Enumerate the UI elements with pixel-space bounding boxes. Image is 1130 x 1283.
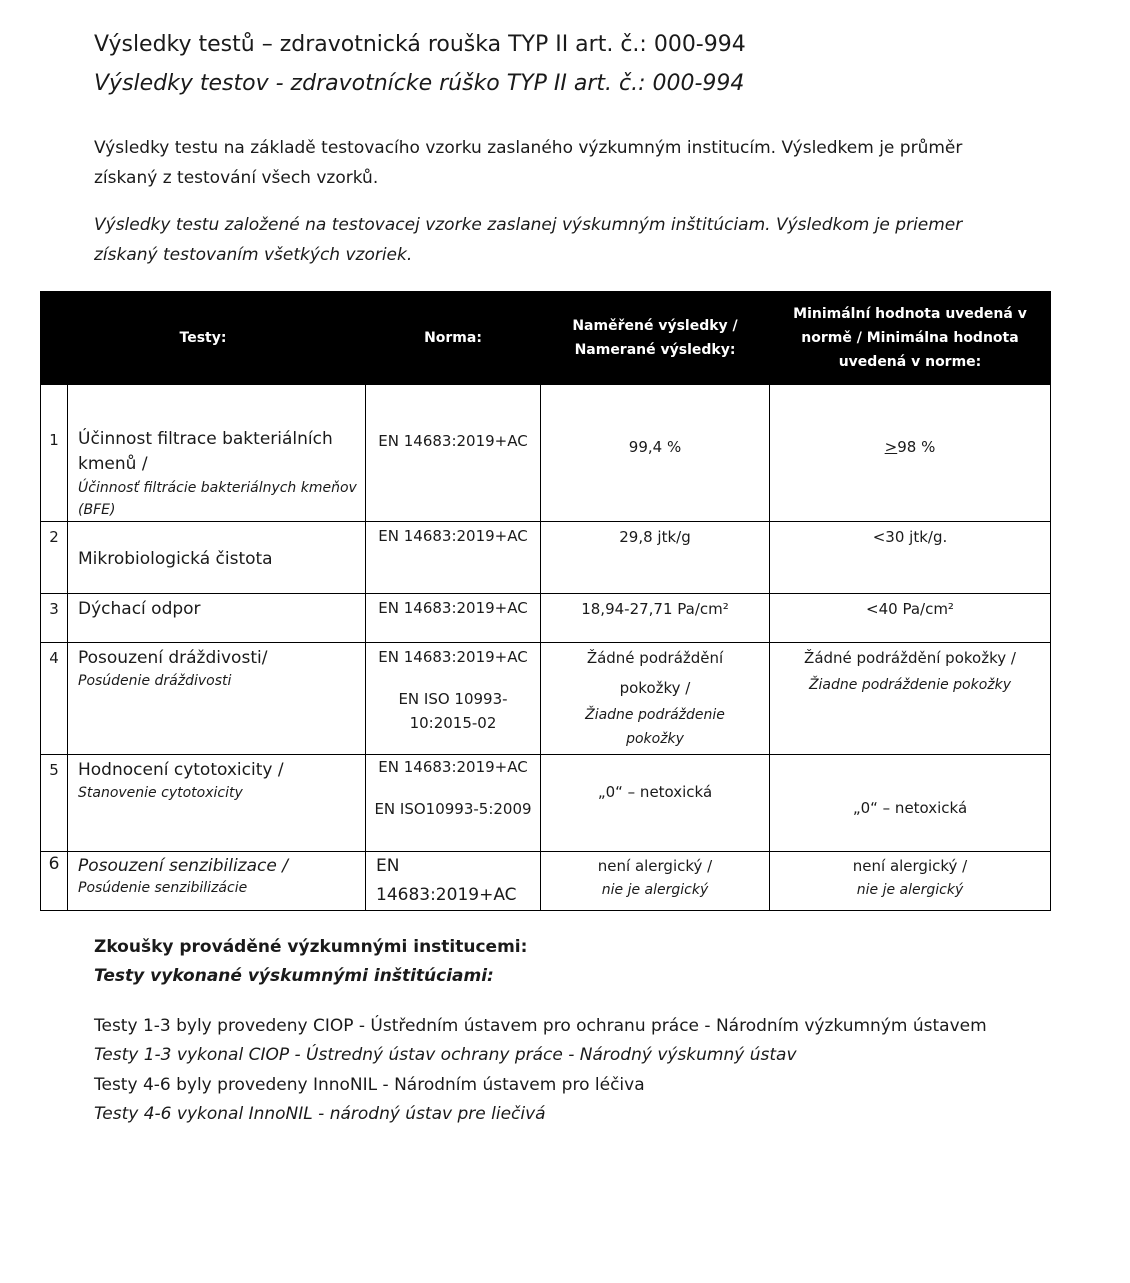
row-number: 6	[41, 852, 68, 911]
norm-value: EN 14683:2019+AC	[378, 527, 528, 545]
minimum-value: „0“ – netoxická	[852, 799, 968, 817]
minimum-prefix: >	[884, 438, 898, 456]
footer-line-3: Testy 4-6 byly provedeny InnoNIL - Národním ústavem pro léčiva	[94, 1075, 645, 1095]
header-minimum: Minimální hodnota uvedená v normě / Minimálna hodnota uvedená v norme:	[770, 292, 1051, 385]
footer-heading-cz: Zkoušky prováděné výzkumnými institucemi:	[94, 937, 528, 957]
norm-value: EN 14683:2019+AC	[378, 432, 528, 450]
table-row	[41, 643, 1051, 755]
header-measured: Naměřené výsledky / Namerané výsledky:	[541, 292, 770, 385]
intro-paragraph-sk	[94, 210, 994, 270]
footer-heading-sk: Testy vykonané výskumnými inštitúciami:	[94, 966, 494, 986]
test-name-sk: Posúdenie dráždivosti	[78, 673, 232, 689]
row-number: 4	[41, 643, 68, 755]
norm-value: EN 14683:2019+AC	[376, 856, 517, 905]
document-title-cz: Výsledky testů – zdravotnická rouška TYP II art. č.: 000-994	[94, 32, 746, 57]
measured-value-sk: Žiadne podráždenie pokožky	[585, 707, 725, 747]
measured-value: není alergický /	[597, 857, 713, 875]
intro-paragraph-cz	[94, 133, 994, 193]
table-row	[41, 385, 1051, 522]
norm-cell	[366, 594, 541, 643]
test-cell	[68, 852, 366, 911]
table-header-row	[41, 292, 1051, 385]
test-name-cz: Mikrobiologická čistota	[78, 549, 273, 569]
row-number: 3	[41, 594, 68, 643]
minimum-value: Žádné podráždění pokožky /	[804, 649, 1016, 667]
test-cell	[68, 643, 366, 755]
minimum-value: <30 jtk/g.	[872, 528, 948, 546]
test-cell	[68, 755, 366, 852]
intro-sk-line1: Výsledky testu založené na testovacej vzorke zaslanej výskumným inštitúciam. Výsledkom je priemer	[94, 215, 963, 235]
minimum-cell	[770, 852, 1051, 911]
minimum-value: <40 Pa/cm²	[866, 600, 954, 618]
minimum-number: 98 %	[897, 438, 936, 456]
measured-value: 18,94-27,71 Pa/cm²	[581, 600, 729, 618]
header-norm: Norma:	[366, 292, 541, 385]
measured-cell	[541, 755, 770, 852]
test-name-cz: Posouzení dráždivosti/	[78, 648, 268, 668]
test-name-sk: Posúdenie senzibilizácie	[78, 880, 248, 896]
minimum-cell	[770, 594, 1051, 643]
measured-value: 99,4 %	[628, 438, 682, 456]
measured-value: 29,8 jtk/g	[619, 528, 691, 546]
norm-value-secondary: EN ISO10993-5:2009	[374, 800, 532, 818]
table-row	[41, 522, 1051, 594]
minimum-cell	[770, 643, 1051, 755]
test-name-cz: Dýchací odpor	[78, 599, 201, 619]
minimum-cell	[770, 385, 1051, 522]
header-tests: Testy:	[41, 292, 366, 385]
test-cell	[68, 522, 366, 594]
measured-cell	[541, 643, 770, 755]
norm-cell	[366, 852, 541, 911]
minimum-value	[770, 432, 1050, 462]
test-cell	[68, 594, 366, 643]
norm-cell	[366, 755, 541, 852]
norm-value: EN 14683:2019+AC	[378, 758, 528, 776]
measured-cell	[541, 385, 770, 522]
minimum-cell	[770, 755, 1051, 852]
norm-cell	[366, 522, 541, 594]
document-title-sk: Výsledky testov - zdravotnícke rúško TYP II art. č.: 000-994	[94, 71, 745, 96]
measured-value: „0“ – netoxická	[597, 783, 713, 801]
measured-cell	[541, 594, 770, 643]
test-name-cz: Účinnost filtrace bakteriálních kmenů /	[78, 429, 333, 474]
measured-cell	[541, 852, 770, 911]
test-cell	[68, 385, 366, 522]
intro-cz-line2: získaný z testování všech vzorků.	[94, 168, 379, 188]
row-number: 5	[41, 755, 68, 852]
measured-value-sk: nie je alergický	[601, 882, 709, 898]
intro-sk-line2: získaný testovaním všetkých vzoriek.	[94, 245, 413, 265]
table-row	[41, 852, 1051, 911]
footer-line-4: Testy 4-6 vykonal InnoNIL - národný ústav pre liečivá	[94, 1104, 546, 1124]
minimum-cell	[770, 522, 1051, 594]
measured-cell	[541, 522, 770, 594]
measured-value: Žádné podráždění pokožky /	[586, 649, 724, 697]
norm-cell	[366, 643, 541, 755]
footer-line-1: Testy 1-3 byly provedeny CIOP - Ústředním ústavem pro ochranu práce - Národním výzkumným ústavem	[94, 1016, 987, 1036]
row-number: 1	[41, 385, 68, 522]
test-name-sk: Stanovenie cytotoxicity	[78, 785, 243, 801]
table-row	[41, 755, 1051, 852]
test-name-cz: Hodnocení cytotoxicity /	[78, 760, 284, 780]
norm-value: EN 14683:2019+AC	[378, 648, 528, 666]
footer-line-2: Testy 1-3 vykonal CIOP - Ústredný ústav ochrany práce - Národný výskumný ústav	[94, 1045, 797, 1065]
table-row	[41, 594, 1051, 643]
norm-value: EN 14683:2019+AC	[378, 599, 528, 617]
intro-cz-line1: Výsledky testu na základě testovacího vzorku zaslaného výzkumným institucím. Výsledkem je průměr	[94, 138, 963, 158]
norm-cell	[366, 385, 541, 522]
minimum-value: není alergický /	[852, 857, 968, 875]
results-table	[40, 291, 1051, 911]
norm-value-secondary: EN ISO 10993-10:2015-02	[398, 690, 508, 732]
minimum-value-sk: nie je alergický	[856, 882, 964, 898]
row-number: 2	[41, 522, 68, 594]
minimum-value-sk: Žiadne podráždenie pokožky	[808, 677, 1012, 693]
test-name-cz: Posouzení senzibilizace /	[78, 856, 288, 876]
test-name-sk: Účinnosť filtrácie bakteriálnych kmeňov (BFE)	[78, 480, 357, 518]
